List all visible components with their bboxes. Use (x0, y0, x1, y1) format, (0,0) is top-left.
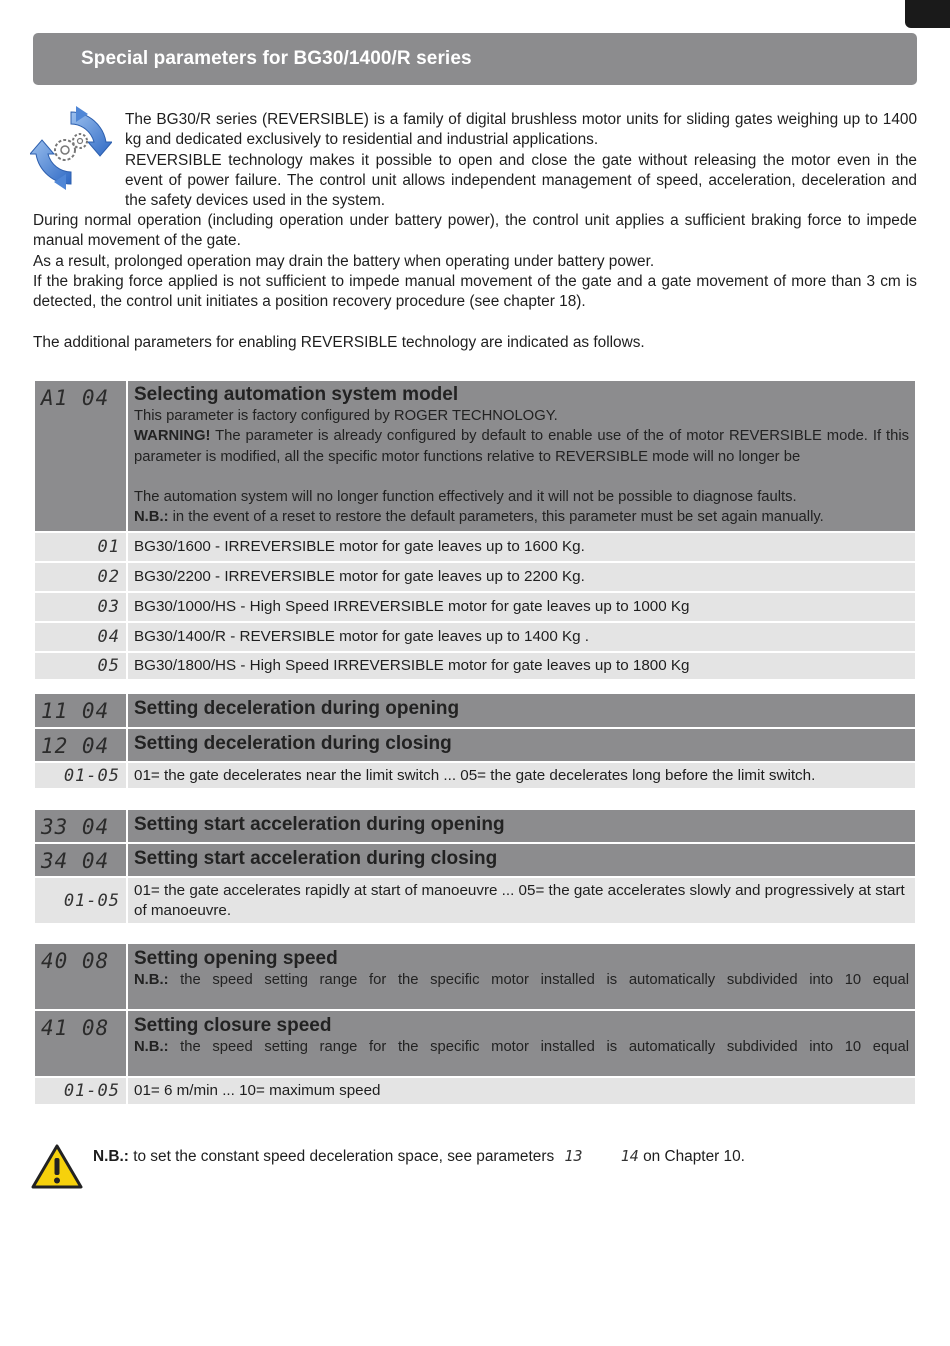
option-value: 01 (35, 533, 128, 561)
intro-line: REVERSIBLE technology makes it possible to open and close the gate without releasing the motor even in the event of power failure. The control unit allows independent management of speed, acceleration, deceleration and the safety devices used in the system. (125, 151, 917, 210)
parameter-table-acceleration (35, 810, 915, 923)
parameter-header-row (35, 381, 915, 533)
parameter-description (128, 810, 915, 842)
parameter-code: 11 04 (35, 694, 128, 727)
parameter-header-row (35, 810, 915, 844)
parameter-header-row (35, 944, 915, 1011)
option-row (35, 623, 915, 653)
footer-note (93, 1146, 745, 1167)
option-text (128, 653, 915, 679)
parameter-nb (134, 970, 909, 990)
parameter-nb (134, 1037, 909, 1057)
parameter-header-row (35, 694, 915, 729)
option-row (35, 653, 915, 679)
parameter-description (128, 944, 915, 1009)
option-label: 01= the gate decelerates near the limit switch ... 05= the gate decelerates long before the limit switch. (134, 766, 816, 784)
option-row (35, 763, 915, 788)
body-paragraph (33, 211, 917, 312)
option-value: 05 (35, 653, 128, 679)
parameter-title: Selecting automation system model (134, 384, 459, 405)
nb-label: N.B.: (134, 972, 169, 988)
parameter-header-row (35, 844, 915, 878)
parameter-description (128, 844, 915, 876)
parameter-code: 12 04 (35, 729, 128, 761)
parameter-header-row (35, 729, 915, 763)
option-range: 01-05 (35, 763, 128, 788)
nb-text: the speed setting range for the specific motor installed is automatically subdivided into 10 equal (168, 1039, 909, 1055)
followup-line: The additional parameters for enabling REVERSIBLE technology are indicated as follows. (33, 334, 645, 351)
option-text (128, 878, 915, 923)
option-text (128, 763, 915, 788)
nb-suffix: on Chapter 10. (638, 1148, 745, 1165)
nb-text: the speed setting range for the specific motor installed is automatically subdivided into 10 equal (168, 972, 909, 988)
option-row (35, 593, 915, 623)
intro-paragraph (125, 110, 917, 211)
nb-label: N.B.: (93, 1148, 129, 1165)
option-range: 01-05 (35, 1078, 128, 1104)
parameter-note: The automation system will no longer function effectively and it will not be possible to diagnose faults. (134, 489, 797, 506)
option-value: 03 (35, 593, 128, 621)
option-label: 01= the gate accelerates rapidly at start of manoeuvre ... 05= the gate accelerates slowly and progressively at start of manoeuvre. (134, 881, 905, 919)
option-row (35, 1078, 915, 1104)
parameter-code: A1 04 (35, 381, 128, 531)
option-text (128, 563, 915, 591)
parameter-ref: 14 (620, 1147, 639, 1165)
parameter-code: 34 04 (35, 844, 128, 876)
option-label: BG30/2200 - IRREVERSIBLE motor for gate leaves up to 2200 Kg. (134, 568, 585, 585)
parameter-title: Setting deceleration during closing (134, 733, 452, 754)
body-line: As a result, prolonged operation may drain the battery when operating under battery power. (33, 252, 655, 270)
option-row (35, 878, 915, 923)
option-text (128, 533, 915, 561)
parameter-title: Setting deceleration during opening (134, 698, 460, 719)
nb-label: N.B.: (134, 509, 169, 526)
parameter-code: 33 04 (35, 810, 128, 842)
body-line: During normal operation (including operation under battery power), the control unit applies a sufficient braking force to impede manual movement of the gate. (33, 212, 917, 250)
option-label: BG30/1000/HS - High Speed IRREVERSIBLE motor for gate leaves up to 1000 Kg (134, 598, 690, 615)
option-value: 04 (35, 623, 128, 651)
parameter-table-deceleration (35, 694, 915, 788)
option-value: 02 (35, 563, 128, 591)
parameter-header-row (35, 1011, 915, 1078)
parameter-table-speed (35, 944, 915, 1104)
option-label: BG30/1400/R - REVERSIBLE motor for gate leaves up to 1400 Kg . (134, 628, 590, 645)
body-line: If the braking force applied is not sufficient to impede manual movement of the gate and a gate movement of more than 3 cm is detected, the control unit initiates a position recovery procedure (see chapter 18). (33, 272, 917, 311)
parameter-warning (134, 426, 909, 467)
section-title-bar (33, 33, 917, 85)
nb-text: in the event of a reset to restore the default parameters, this parameter must be set again manually. (168, 509, 824, 526)
option-text (128, 593, 915, 621)
parameter-description (128, 694, 915, 727)
parameter-description (128, 381, 915, 531)
parameter-title: Setting start acceleration during opening (134, 814, 505, 835)
option-label: BG30/1600 - IRREVERSIBLE motor for gate leaves up to 1600 Kg. (134, 538, 585, 555)
option-range: 01-05 (35, 878, 128, 923)
parameter-code: 41 08 (35, 1011, 128, 1076)
option-row (35, 563, 915, 593)
option-text (128, 1078, 915, 1104)
parameter-title: Setting opening speed (134, 948, 338, 969)
intro-line: The BG30/R series (REVERSIBLE) is a family of digital brushless motor units for sliding gates weighing up to 1400 kg and dedicated exclusively to residential and industrial applications. (125, 111, 917, 149)
page-corner-tab (905, 0, 950, 28)
parameter-ref: 13 (564, 1147, 583, 1165)
section-title: Special parameters for BG30/1400/R series (81, 48, 472, 69)
parameter-table-model (35, 381, 915, 679)
parameter-description (128, 729, 915, 761)
parameter-description (128, 1011, 915, 1076)
rotating-gears-icon (30, 104, 112, 192)
warning-triangle-icon (31, 1144, 83, 1189)
parameter-title: Setting start acceleration during closing (134, 848, 498, 869)
parameter-code: 40 08 (35, 944, 128, 1009)
followup-text (33, 333, 917, 353)
nb-text: to set the constant speed deceleration space, see parameters (128, 1148, 555, 1165)
option-row (35, 533, 915, 563)
warning-text: The parameter is already configured by default to enable use of the of motor REVERSIBLE mode. If this parameter is modified, all the specific motor functions relative to REVERSIBLE mode will no longer be (134, 428, 909, 465)
option-label: BG30/1800/HS - High Speed IRREVERSIBLE motor for gate leaves up to 1800 Kg (134, 657, 690, 674)
parameter-nb (134, 507, 909, 527)
parameter-title: Setting closure speed (134, 1015, 332, 1036)
option-label: 01= 6 m/min ... 10= maximum speed (134, 1082, 381, 1099)
option-text (128, 623, 915, 651)
parameter-note: This parameter is factory configured by ROGER TECHNOLOGY. (134, 408, 558, 424)
nb-label: N.B.: (134, 1039, 169, 1055)
warning-label: WARNING! (134, 428, 211, 445)
